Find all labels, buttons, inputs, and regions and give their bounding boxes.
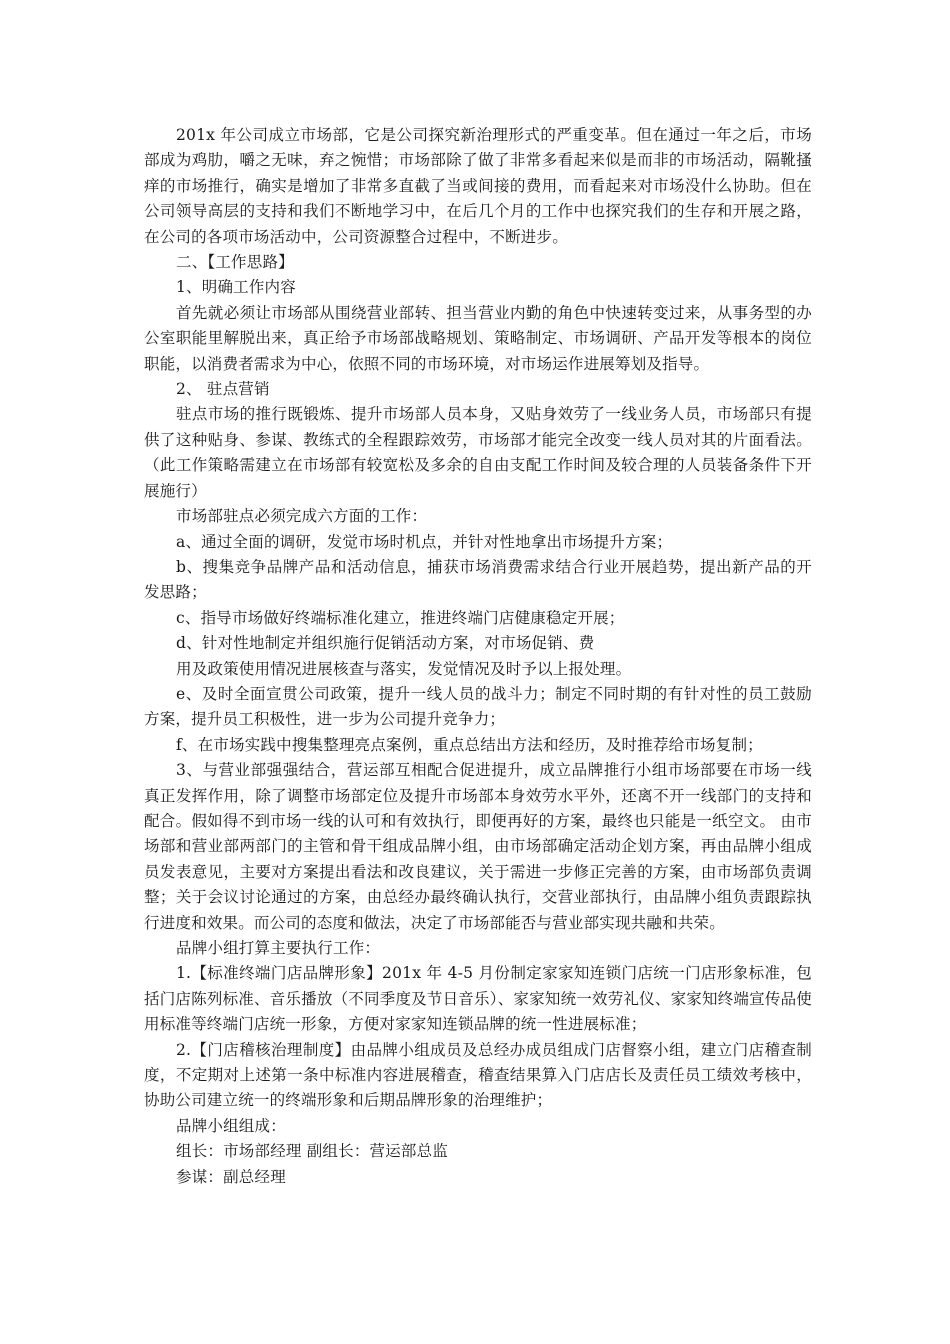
list-item-2: 2.【门店稽核治理制度】由品牌小组成员及总经办成员组成门店督察小组，建立门店稽查制度，不定期对上述第一条中标准内容进展稽查，稽查结果算入门店店长及责任员工绩效考核中，协助公司建立统一的终端形象和后期品牌形象的治理维护； bbox=[144, 1040, 812, 1110]
paragraph-intro: 201x 年公司成立市场部，它是公司探究新治理形式的严重变革。但在通过一年之后，市场部成为鸡肋，嚼之无味，弃之惋惜；市场部除了做了非常多看起来似是而非的市场活动，隔靴搔痒的市场推行，确实是增加了非常多直截了当或间接的费用，而看起来对市场没什么协助。但在公司领导高层的支持和我们不断地学习中，在后几个月的工作中也探究我们的生存和开展之路，在公司的各项市场活动中，公司资源整合过程中，不断进步。 bbox=[144, 126, 812, 246]
list-item-c: c、指导市场做好终端标准化建立，推进终端门店健康稳定开展； bbox=[176, 608, 625, 627]
list-item-1: 1.【标准终端门店品牌形象】201x 年 4-5 月份制定家家知连锁门店统一门店形象标准，包括门店陈列标准、音乐播放（不同季度及节日音乐）、家家知统一效劳礼仪、家家知终端宣传品使用标准等终端门店统一形象，方便对家家知连锁品牌的统一性进展标准； bbox=[144, 964, 812, 1034]
document-body bbox=[144, 123, 812, 1190]
paragraph-brand-group-plan: 品牌小组打算主要执行工作： bbox=[176, 939, 381, 957]
paragraph-clarify-work: 首先就必须让市场部从围绕营业部转、担当营业内勤的角色中快速转变过来，从事务型的办公室职能里解脱出来，真正给予市场部战略规划、策略制定、市场调研、产品开发等根本的岗位职能，以消费者需求为中心，依照不同的市场环境，对市场运作进展筹划及指导。 bbox=[144, 303, 812, 373]
list-item-f: f、在市场实践中搜集整理亮点案例，重点总结出方法和经历，及时推荐给市场复制； bbox=[176, 735, 763, 754]
subheading-clarify-work: 1、明确工作内容 bbox=[176, 278, 296, 297]
paragraph-on-site-marketing: 驻点市场的推行既锻炼、提升市场部人员本身，又贴身效劳了一线业务人员，市场部只有提供了这种贴身、参谋、教练式的全程跟踪效劳，市场部才能完全改变一线人员对其的片面看法。（此工作策略需建立在市场部有较宽松及多余的自由支配工作时间及较合理的人员装备条件下开展施行） bbox=[144, 405, 812, 500]
list-item-e: e、及时全面宣贯公司政策，提升一线人员的战斗力；制定不同时期的有针对性的员工鼓励方案，提升员工积极性，进一步为公司提升竞争力； bbox=[144, 684, 812, 729]
paragraph-brand-group: 3、与营业部强强结合，营运部互相配合促进提升，成立品牌推行小组市场部要在市场一线真正发挥作用，除了调整市场部定位及提升市场部本身效劳水平外，还离不开一线部门的支持和配合。假如得不到市场一线的认可和有效执行，即便再好的方案，最终也只能是一纸空文。 由市场部和营业部两部门的主管和骨干组成品牌小组，由市场部确定活动企划方案，再由品牌小组成员发表意见，主要对方案提出看法和改良建议，关于需进一步修正完善的方案，由市场部负责调整；关于会议讨论通过的方案，由总经办最终确认执行，交营业部执行，由品牌小组负责跟踪执行进度和效果。而公司的态度和做法，决定了市场部能否与营业部实现共融和共荣。 bbox=[144, 761, 812, 932]
list-item-a: a、通过全面的调研，发觉市场时机点，并针对性地拿出市场提升方案； bbox=[176, 532, 673, 551]
paragraph-group-leaders: 组长：市场部经理 副组长：营运部总监 bbox=[176, 1142, 449, 1161]
subheading-on-site-marketing: 2、 驻点营销 bbox=[176, 380, 270, 399]
paragraph-group-advisor: 参谋：副总经理 bbox=[176, 1167, 286, 1186]
list-item-d-continued: 用及政策使用情况进展核查与落实，发觉情况及时予以上报处理。 bbox=[176, 659, 632, 678]
list-item-b: b、搜集竞争品牌产品和活动信息，捕获市场消费需求结合行业开展趋势，提出新产品的开发思路； bbox=[144, 557, 812, 602]
section-heading-work-ideas: 二、【工作思路】 bbox=[176, 253, 294, 272]
paragraph-six-tasks-intro: 市场部驻点必须完成六方面的工作： bbox=[176, 507, 428, 526]
list-item-d: d、针对性地制定并组织施行促销活动方案，对市场促销、费 bbox=[176, 634, 595, 653]
paragraph-group-composition: 品牌小组组成： bbox=[176, 1116, 286, 1135]
